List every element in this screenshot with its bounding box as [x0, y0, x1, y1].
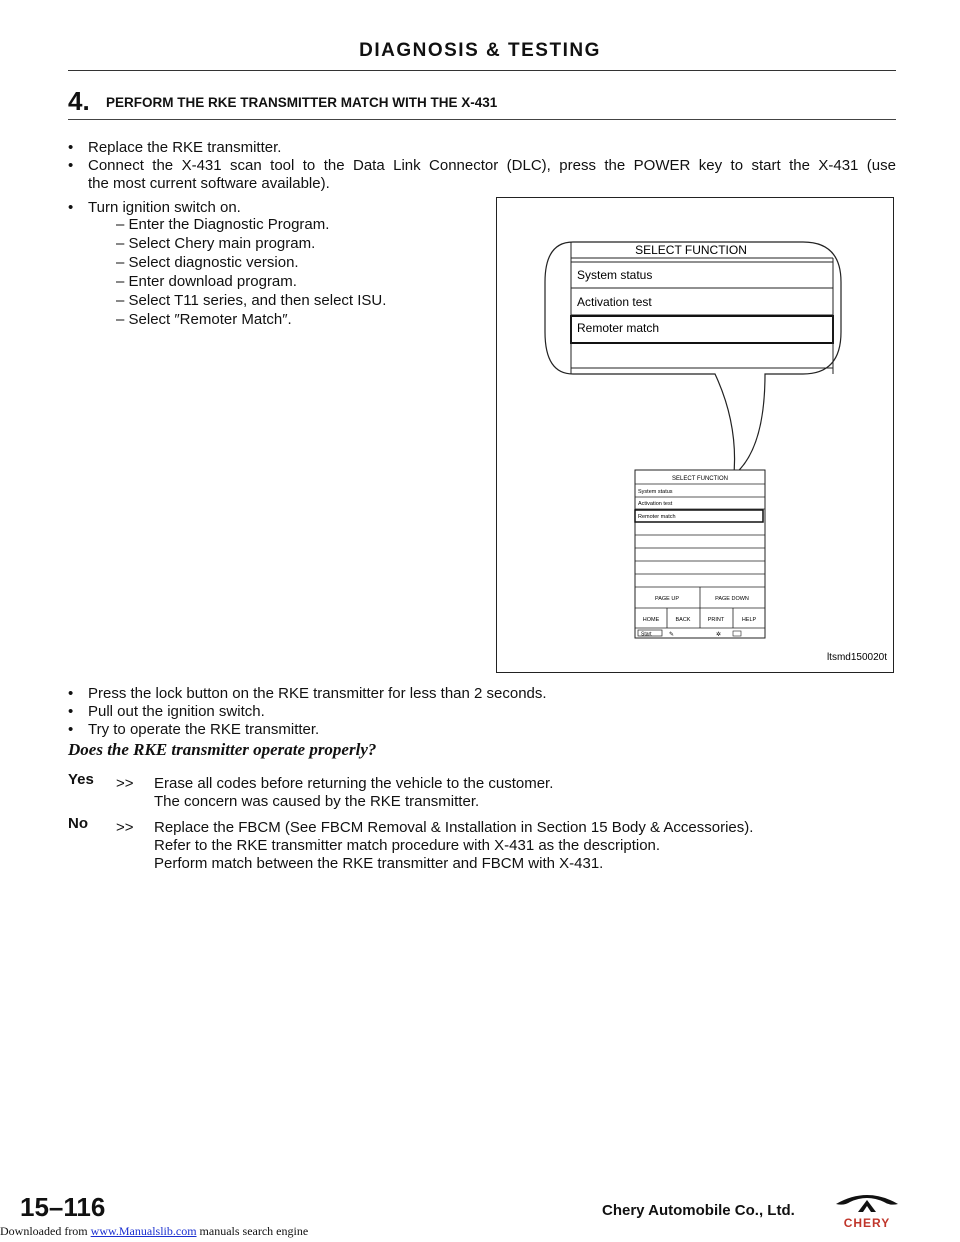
start-label: Start — [641, 631, 652, 638]
bullet-marker: • — [68, 685, 74, 702]
bullet-connect-scan-tool-line1: Connect the X-431 scan tool to the Data Link Connector (DLC), press the POWER key to start the X-431 (use — [88, 157, 896, 174]
download-notice — [0, 1224, 308, 1239]
device-row-remoter-match: Remoter match — [638, 514, 676, 520]
answer-no-arrow: >> — [116, 819, 134, 836]
step-number: 4. — [68, 86, 90, 116]
device-row-activation-test: Activation test — [638, 501, 673, 507]
zoom-row-system-status: System status — [577, 268, 653, 282]
logo-text: CHERY — [843, 1216, 891, 1230]
bullet-try-operate: Try to operate the RKE transmitter. — [88, 721, 320, 738]
answer-no-line: Perform match between the RKE transmitter and FBCM with X-431. — [154, 855, 604, 872]
bullet-ignition-on: Turn ignition switch on. — [88, 199, 241, 216]
tray-icon: ✎ — [669, 632, 675, 638]
question-heading: Does the RKE transmitter operate properly? — [68, 740, 377, 759]
answer-no-line: Replace the FBCM (See FBCM Removal & Installation in Section 15 Body & Accessories). — [154, 819, 754, 836]
step-divider — [68, 119, 896, 120]
bullet-press-lock: Press the lock button on the RKE transmitter for less than 2 seconds. — [88, 685, 547, 702]
tray-light-icon: ✲ — [716, 632, 722, 638]
answer-yes-line: Erase all codes before returning the vehicle to the customer. — [154, 775, 554, 792]
substep-item: – Select diagnostic version. — [116, 254, 299, 271]
zoom-row-remoter-match: Remoter match — [577, 321, 660, 335]
header-divider — [68, 70, 896, 71]
scan-tool-illustration — [497, 198, 895, 674]
bullet-marker: • — [68, 199, 74, 216]
bullet-marker: • — [68, 703, 74, 720]
answer-no-line: Refer to the RKE transmitter match procedure with X-431 as the description. — [154, 837, 661, 854]
step-title: PERFORM THE RKE TRANSMITTER MATCH WITH THE X-431 — [106, 95, 498, 110]
back-button[interactable]: BACK — [675, 617, 691, 623]
substep-item: – Enter the Diagnostic Program. — [116, 216, 330, 233]
bullet-connect-scan-tool-line2: the most current software available). — [88, 175, 330, 192]
download-suffix: manuals search engine — [196, 1224, 309, 1238]
page-number: 15–116 — [20, 1192, 106, 1222]
answer-yes-arrow: >> — [116, 775, 134, 792]
answer-yes-line: The concern was caused by the RKE transmitter. — [154, 793, 480, 810]
scan-tool-figure — [496, 197, 894, 673]
chery-logo-icon — [832, 1192, 902, 1230]
answer-no-label: No — [68, 815, 88, 832]
device-row-system-status: System status — [638, 489, 673, 495]
download-prefix: Downloaded from — [0, 1224, 91, 1238]
print-button[interactable]: PRINT — [707, 617, 725, 623]
bullet-marker: • — [68, 139, 74, 156]
help-button[interactable]: HELP — [741, 617, 757, 623]
bullet-replace-transmitter: Replace the RKE transmitter. — [88, 139, 282, 156]
page-down-button[interactable]: PAGE DOWN — [715, 596, 749, 602]
bullet-pull-ignition: Pull out the ignition switch. — [88, 703, 265, 720]
figure-code: ltsmd150020t — [826, 652, 887, 663]
zoom-title: SELECT FUNCTION — [635, 243, 747, 257]
section-header: DIAGNOSIS & TESTING — [359, 40, 601, 61]
answer-yes-label: Yes — [68, 771, 94, 788]
zoom-row-activation-test: Activation test — [577, 295, 652, 309]
bullet-marker: • — [68, 721, 74, 738]
substep-item: – Enter download program. — [116, 273, 297, 290]
company-name: Chery Automobile Co., Ltd. — [602, 1202, 795, 1219]
substep-item: – Select T11 series, and then select ISU. — [116, 292, 387, 309]
device-screen — [635, 470, 765, 638]
substep-item: – Select ″Remoter Match″. — [116, 311, 292, 328]
manualslib-link[interactable]: www.Manualslib.com — [90, 1224, 197, 1238]
page-up-button[interactable]: PAGE UP — [654, 596, 680, 602]
home-button[interactable]: HOME — [642, 617, 660, 623]
device-title: SELECT FUNCTION — [672, 476, 728, 482]
substep-item: – Select Chery main program. — [116, 235, 316, 252]
bullet-marker: • — [68, 157, 74, 174]
